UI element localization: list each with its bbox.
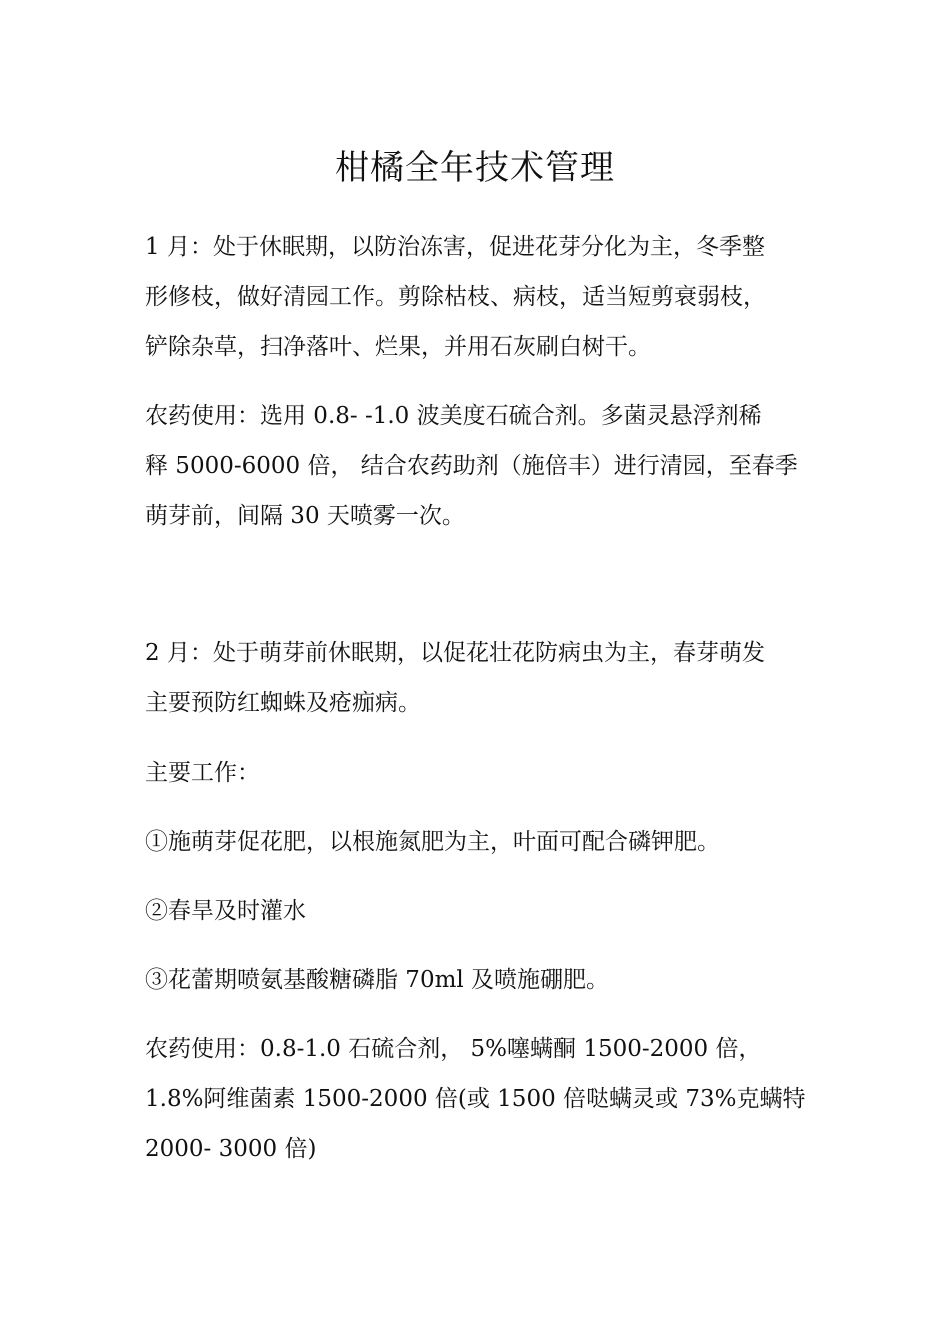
section-heading: 主要工作：	[145, 760, 260, 786]
paragraph-line: 农药使用：选用 0.8- -1.0 波美度石硫合剂。多菌灵悬浮剂稀	[145, 403, 762, 429]
february-work-item-2	[145, 886, 815, 936]
paragraph-line: 2 月：处于萌芽前休眠期，以促花壮花防病虫为主，春芽萌发	[145, 640, 765, 666]
january-description	[145, 222, 815, 372]
paragraph-line: 1.8%阿维菌素 1500-2000 倍(或 1500 倍哒螨灵或 73%克螨特	[145, 1086, 806, 1112]
list-item: ①施萌芽促花肥，以根施氮肥为主，叶面可配合磷钾肥。	[145, 829, 720, 855]
paragraph-line: 形修枝，做好清园工作。剪除枯枝、病枝，适当短剪衰弱枝，	[145, 284, 766, 310]
paragraph-line: 铲除杂草，扫净落叶、烂果，并用石灰刷白树干。	[145, 334, 651, 360]
february-work-heading	[145, 748, 815, 798]
document-title: 柑橘全年技术管理	[335, 148, 615, 188]
paragraph-line: 释 5000-6000 倍， 结合农药助剂（施倍丰）进行清园，至春季	[145, 453, 798, 479]
february-work-item-3	[145, 955, 815, 1005]
february-pesticide	[145, 1024, 815, 1174]
paragraph-line: 1 月：处于休眠期，以防治冻害，促进花芽分化为主，冬季整	[145, 234, 765, 260]
paragraph-line: 农药使用：0.8-1.0 石硫合剂， 5%噻螨酮 1500-2000 倍，	[145, 1036, 762, 1062]
paragraph-line: 2000- 3000 倍)	[145, 1136, 317, 1162]
february-work-item-1	[145, 817, 815, 867]
paragraph-line: 主要预防红蜘蛛及疮痂病。	[145, 690, 421, 716]
paragraph-line: 萌芽前，间隔 30 天喷雾一次。	[145, 503, 465, 529]
list-item: ②春旱及时灌水	[145, 898, 306, 924]
list-item: ③花蕾期喷氨基酸糖磷脂 70ml 及喷施硼肥。	[145, 967, 610, 993]
january-pesticide	[145, 391, 815, 541]
february-description	[145, 628, 815, 728]
